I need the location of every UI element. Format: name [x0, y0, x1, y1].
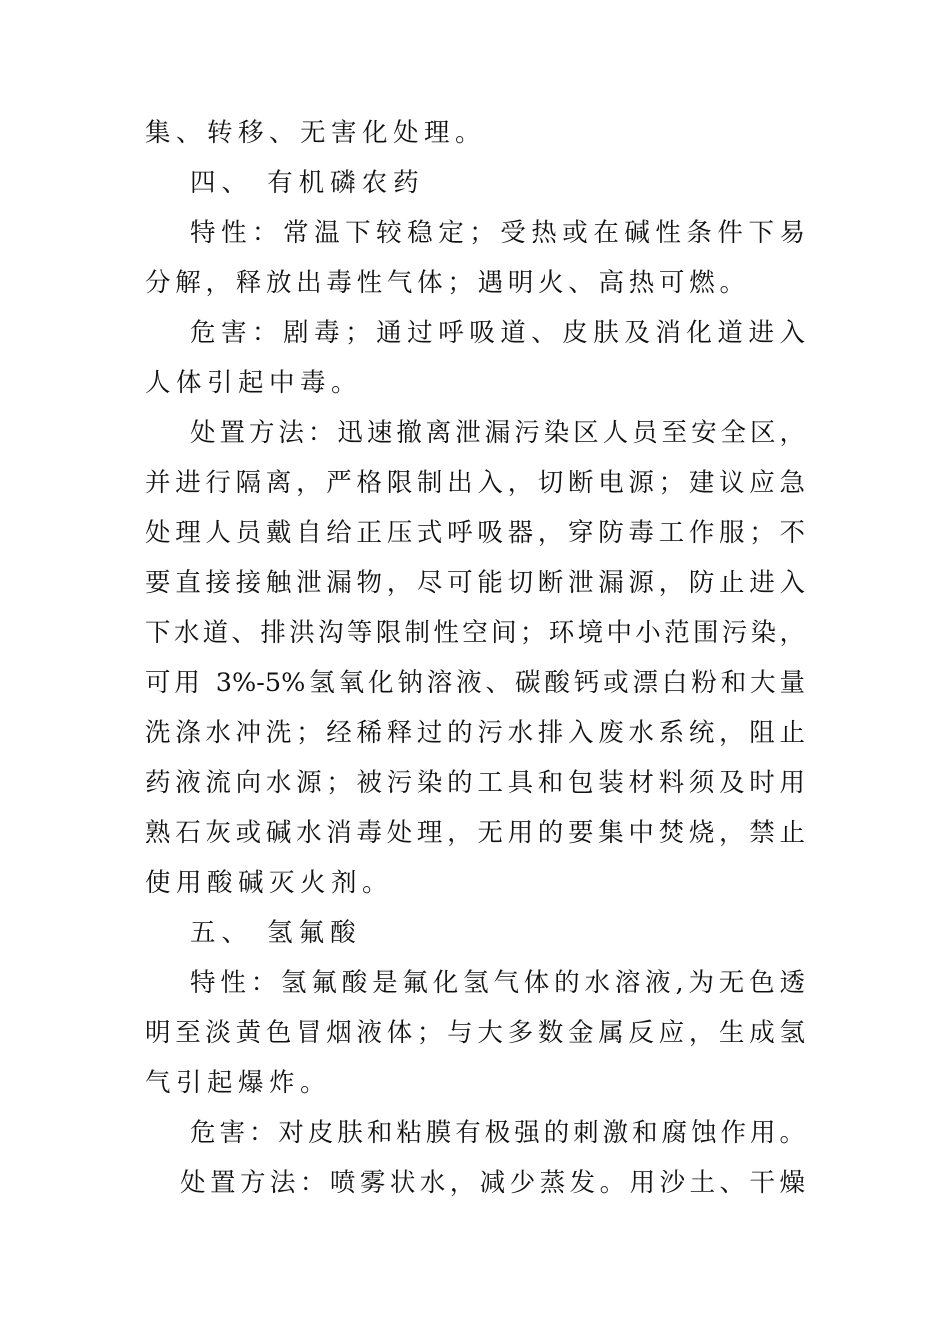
text-line: 下水道、排洪沟等限制性空间；环境中小范围污染，: [145, 618, 805, 648]
text-line: 集、转移、无害化处理。: [145, 118, 487, 148]
text-line: 处置方法：迅速撤离泄漏污染区人员至安全区，: [190, 418, 805, 448]
text-line: 处理人员戴自给正压式呼吸器，穿防毒工作服；不: [145, 518, 805, 548]
text-line: 明至淡黄色冒烟液体；与大多数金属反应，生成氢: [145, 1018, 805, 1048]
text-line: 特性：常温下较稳定；受热或在碱性条件下易: [190, 218, 805, 248]
text-line: 特性：氢氟酸是氟化氢气体的水溶液,为无色透: [190, 968, 805, 998]
section-heading-organophosphorus: 四、 有机磷农药: [190, 168, 425, 198]
text-line: 并进行隔离，严格限制出入，切断电源；建议应急: [145, 468, 805, 498]
text-line: 使用酸碱灭火剂。: [145, 868, 394, 898]
text-line: 可用 3%-5%氢氧化钠溶液、碳酸钙或漂白粉和大量: [145, 668, 805, 698]
text-line: 气引起爆炸。: [145, 1068, 332, 1098]
text-line: 分解，释放出毒性气体；遇明火、高热可燃。: [145, 268, 745, 298]
text-line: 洗涤水冲洗；经稀释过的污水排入废水系统，阻止: [145, 718, 805, 748]
section-heading-hydrofluoric-acid: 五、 氢氟酸: [190, 918, 362, 948]
text-line: 危害：对皮肤和粘膜有极强的刺激和腐蚀作用。: [190, 1118, 805, 1148]
text-line: 人体引起中毒。: [145, 368, 363, 398]
text-line: 药液流向水源；被污染的工具和包装材料须及时用: [145, 768, 805, 798]
text-line: 熟石灰或碱水消毒处理，无用的要集中焚烧，禁止: [145, 818, 805, 848]
text-line: 处置方法：喷雾状水，减少蒸发。用沙土、干燥: [180, 1168, 805, 1198]
text-line: 危害：剧毒；通过呼吸道、皮肤及消化道进入: [190, 318, 805, 348]
text-line: 要直接接触泄漏物，尽可能切断泄漏源，防止进入: [145, 568, 805, 598]
